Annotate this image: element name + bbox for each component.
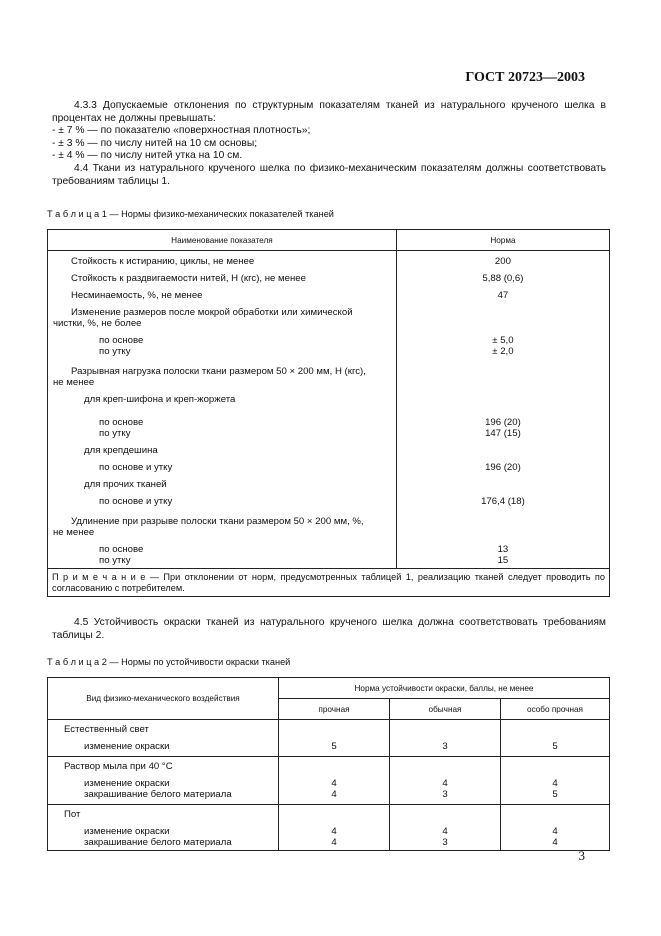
table-cell-value: 3 [442, 789, 448, 800]
table-cell-value: 5,88 (0,6) [482, 273, 524, 284]
standard-header: ГОСТ 20723—2003 [465, 70, 585, 85]
table-row-group: Естественный свет [64, 724, 149, 735]
table-cell-value: 4 [442, 826, 448, 837]
table-cell-value: 15 [497, 555, 509, 566]
table2-caption: Т а б л и ц а 2 — Нормы по устойчивости окраски тканей [47, 657, 291, 667]
table-cell-value: 196 (20) [485, 462, 521, 473]
paragraph-text: 4.5 Устойчивость окраски тканей из натурального крученого шелка должна соответствовать требованиям таблицы 2. [52, 617, 606, 641]
table-cell-value: 4 [552, 837, 558, 848]
table-row-sublabel: по утку [99, 346, 131, 357]
table-row-label: Удлинение при разрыве полоски ткани размером 50 × 200 мм, %, [71, 516, 364, 527]
table-row-sublabel: изменение окраски [84, 741, 170, 752]
table-cell-value: 4 [331, 789, 337, 800]
table-cell-value: 4 [331, 778, 337, 789]
table-row-label: Изменение размеров после мокрой обработки или химической [71, 307, 353, 318]
column-header-strong: прочная [279, 699, 390, 720]
table-cell-value: 3 [442, 837, 448, 848]
table-cell-value: 196 (20) [485, 417, 521, 428]
table-row-label: Стойкость к раздвигаемости нитей, Н (кгс), не менее [71, 273, 306, 284]
table-row-group: Пот [64, 809, 81, 820]
table-cell-value: 47 [497, 290, 509, 301]
page-number: 3 [578, 848, 585, 863]
list-item: - ± 3 % — по числу нитей на 10 см основы; [52, 137, 258, 149]
table1-caption: Т а б л и ц а 1 — Нормы физико-механических показателей тканей [47, 209, 334, 219]
table-cell-value: 4 [552, 778, 558, 789]
table-row-group: для креп-шифона и креп-жоржета [84, 394, 236, 405]
table-cell-value: 4 [331, 837, 337, 848]
column-header-ordinary: обычная [390, 699, 501, 720]
table-cell-value: ± 5,0 [492, 335, 514, 346]
column-header-impact: Вид физико-механического воздействия [48, 678, 279, 720]
table-cell-value: 5 [552, 741, 558, 752]
list-item: - ± 7 % — по показателю «поверхностная плотность»; [52, 125, 311, 137]
table-row-label: Стойкость к истиранию, циклы, не менее [71, 256, 255, 267]
table-row-sublabel: закрашивание белого материала [84, 789, 232, 800]
table-cell-value: 3 [442, 741, 448, 752]
table-cell-value: 4 [331, 826, 337, 837]
table-row-label: не менее [53, 377, 95, 388]
table-row-sublabel: по основе и утку [99, 496, 173, 507]
table-physical-mechanical [47, 229, 610, 597]
table-color-fastness [47, 677, 610, 851]
paragraph-4-4: 4.4 Ткани из натурального крученого шелка по физико-механическим показателям должны соответствовать требованиям таблицы 1. [52, 162, 606, 187]
table-row-sublabel: по основе [99, 544, 144, 555]
column-header-name: Наименование показателя [48, 230, 397, 251]
table-cell-value: ± 2,0 [492, 346, 514, 357]
table-row-sublabel: изменение окраски [84, 826, 170, 837]
table-row-sublabel: закрашивание белого материала [84, 837, 232, 848]
table-cell-value: 5 [552, 789, 558, 800]
table-row-label: Несминаемость, %, не менее [71, 290, 203, 301]
table-row-sublabel: по утку [99, 428, 131, 439]
table-row-sublabel: по основе [99, 335, 144, 346]
table-cell-value: 200 [494, 256, 511, 267]
table-row-sublabel: по основе [99, 417, 144, 428]
table-cell-value: 147 (15) [485, 428, 521, 439]
table-cell-value: 13 [497, 544, 509, 555]
table1-note: П р и м е ч а н и е — При отклонении от норм, предусмотренных таблицей 1, реализацию тканей следует проводить по согласованию с потребителем. [48, 569, 610, 597]
table-row-group: Раствор мыла при 40 °С [64, 761, 173, 772]
table-row-group: для крепдешина [84, 445, 158, 456]
list-item: - ± 4 % — по числу нитей утка на 10 см. [52, 150, 243, 162]
table-row-label: Разрывная нагрузка полоски ткани размером 50 × 200 мм, Н (кгс), [71, 366, 366, 377]
column-header-norm-group: Норма устойчивости окраски, баллы, не менее [279, 678, 610, 699]
table-cell-value: 4 [442, 778, 448, 789]
column-header-norm: Норма [396, 230, 609, 251]
paragraph-4-3-3 [52, 100, 606, 188]
paragraph-4-5 [52, 617, 606, 642]
table-row-sublabel: по основе и утку [99, 462, 173, 473]
paragraph-text: 4.3.3 Допускаемые отклонения по структурным показателям тканей из натурального крученого шелка в процентах не должны превышать: [52, 100, 606, 124]
table-row-label: не менее [53, 527, 95, 538]
table-row-sublabel: изменение окраски [84, 778, 170, 789]
table-cell-value: 5 [331, 741, 337, 752]
table-row-group: для прочих тканей [84, 479, 167, 490]
table-cell-value: 4 [552, 826, 558, 837]
table-row-label: чистки, %, не более [53, 318, 142, 329]
column-header-extra-strong: особо прочная [501, 699, 610, 720]
table-row-sublabel: по утку [99, 555, 131, 566]
table-cell-value: 176,4 (18) [481, 496, 525, 507]
